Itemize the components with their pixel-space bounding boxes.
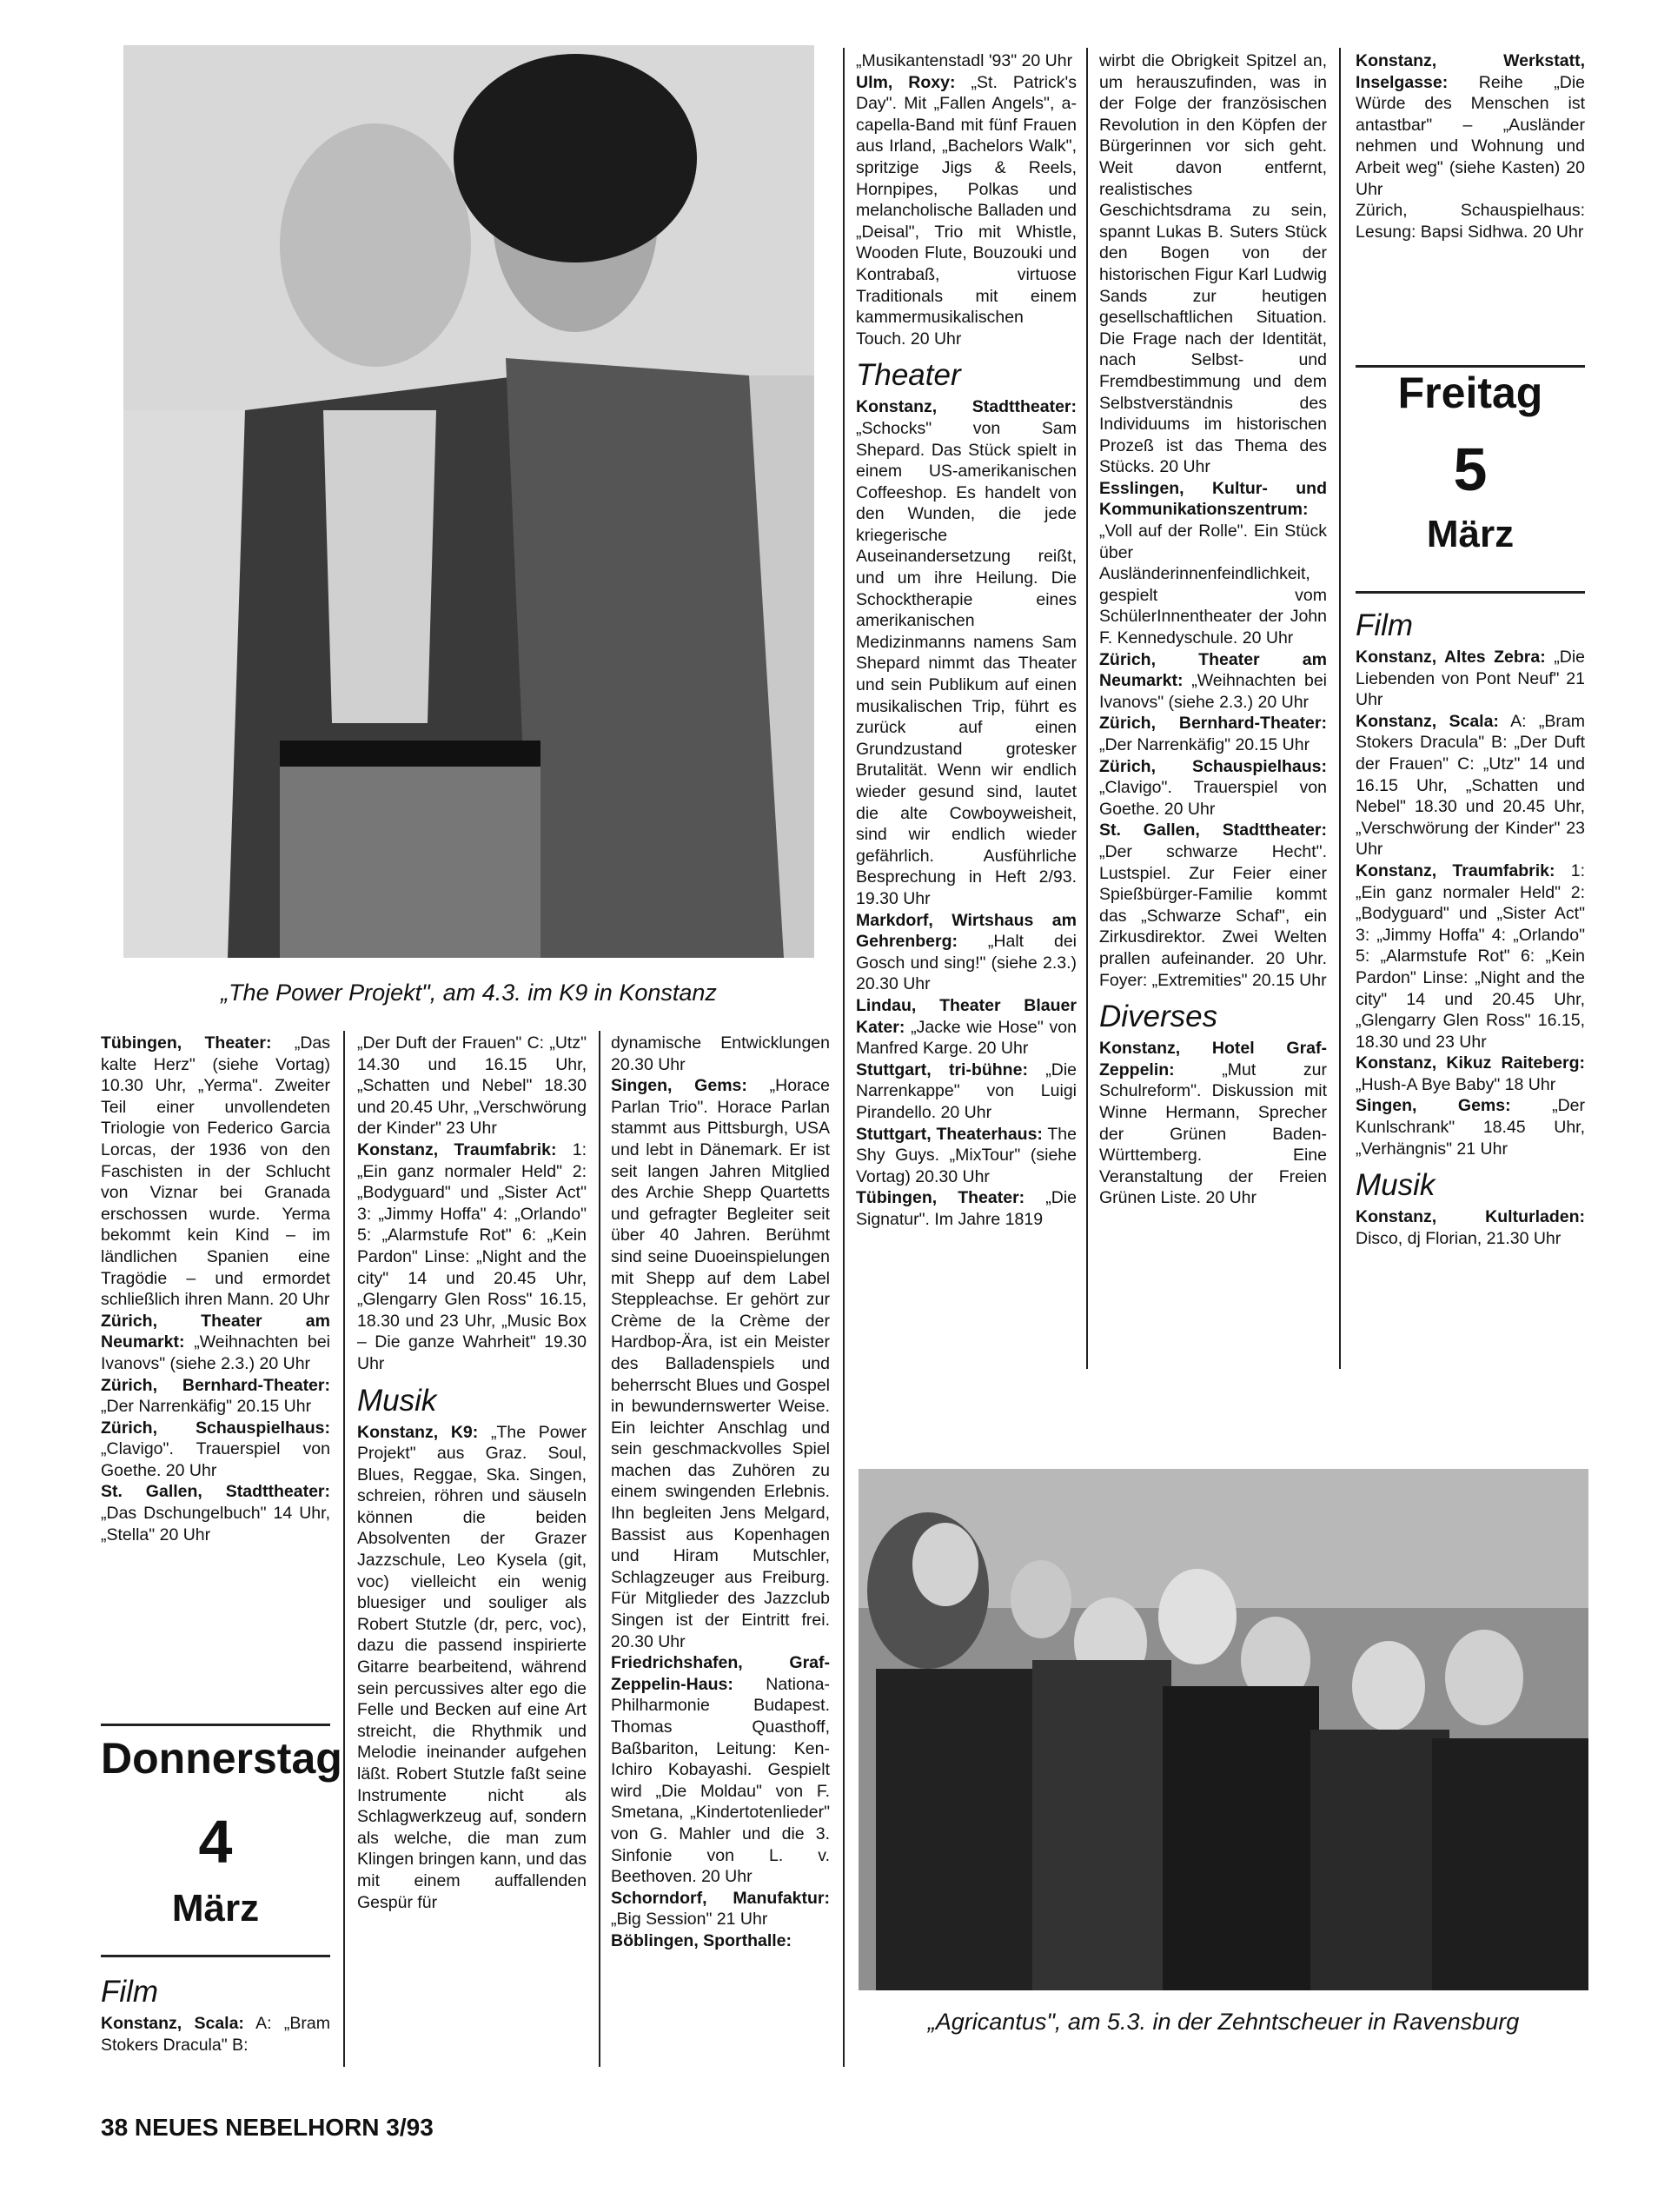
column-6 — [1356, 50, 1585, 242]
listing-friedrichshafen: Friedrichshafen, Graf-Zeppelin-Haus: Nationa-Philharmonie Budapest. Thomas Quasthoff, Baßbariton, Leitung: Ken-Ichiro Kobayashi. Gespielt wird „Die Moldau" von F. Smetana, „Kindertotenlieder" von G. Mahler und die 3. Sinfonie von L. v. Beethoven. 20 Uhr — [611, 1653, 830, 1887]
column-rule-5 — [1339, 48, 1341, 1369]
column-2 — [357, 1033, 587, 1913]
listing-tuebingen-theater: Tübingen, Theater: „Das kalte Herz" (siehe Vortag) 10.30 Uhr, „Yerma". Zweiter Teil einer unvollendeten Triologie von Federico Garcia Lorcas, der 1936 von den Faschisten in der Schlucht von Viznar bei Granada erschossen wurde. Yerma bekommt kein Kind – im ländlichen Spanien eine Tragödie – und ermordet schließlich ihren Mann. 20 Uhr — [101, 1033, 330, 1310]
day-month: März — [1426, 513, 1515, 555]
column-rule-1 — [343, 1031, 345, 2067]
listing-konstanz-scala-fri: Konstanz, Scala: A: „Bram Stokers Dracula" B: „Der Duft der Frauen" C: „Utz" 14 und 16.15 Uhr, „Schatten und Nebel" 18.30 und 20.45 Uhr, „Verschwörung der Kinder" 23 Uhr — [1356, 711, 1585, 860]
listing-zuerich-bernhard: Zürich, Bernhard-Theater: „Der Narrenkäfig" 20.15 Uhr — [101, 1375, 330, 1417]
day-divider-bottom-friday — [1356, 591, 1585, 594]
listing-konstanz-kulturladen: Konstanz, Kulturladen: Disco, dj Florian, 21.30 Uhr — [1356, 1207, 1585, 1248]
listing-zuerich-schauspielhaus-fri: Zürich, Schauspielhaus: „Clavigo". Trauerspiel von Goethe. 20 Uhr — [1099, 756, 1327, 819]
section-heading-film-friday: Film — [1356, 608, 1414, 642]
section-heading-musik: Musik — [357, 1383, 437, 1418]
listing-scala-continued: „Der Duft der Frauen" C: „Utz" 14.30 und 16.15 Uhr, „Schatten und Nebel" 18.30 und 20.45 Uhr, „Verschwörung der Kinder" 23 Uhr — [357, 1033, 587, 1139]
section-heading-theater: Theater — [856, 358, 961, 393]
listing-konstanz-k9: Konstanz, K9: „The Power Projekt" aus Graz. Soul, Blues, Reggae, Ska. Singen, schreien, röhren und säuseln können die beiden Absolventen der Grazer Jazzschule, Leo Kysela (git, voc) vielleicht ein wenig bluesiger und souliger als Robert Stutzle (dr, perc, voc), dazu die passend inspirierte Gitarre bearbeitend, während sein percussives alter ego die Felle und Becken auf eine Art streicht, die Rhythmik und Melodie ineinander aufgehen läßt. Robert Stutzle faßt seine Instrumente nicht als Schlagwerkzeug auf, sondern als welche, die man zum Klingen bringen kann, und das mit einem auffallenden Gespür für — [357, 1422, 587, 1912]
column-5 — [1099, 50, 1327, 1209]
column-6-friday — [1356, 600, 1585, 1249]
photo-agricantus-image — [859, 1469, 1588, 1990]
column-1 — [101, 1033, 330, 1545]
listing-konstanz-stadttheater: Konstanz, Stadttheater: „Schocks" von Sam Shepard. Das Stück spielt in einem US-amerikanischen Coffeeshop. Es handelt von den Wunden, die jede kriegerische Auseinandersetzung reißt, und um ihre Heilung. Die Schocktherapie eines amerikanischen Medizinmanns namens Sam Shepard nimmt das Theater und sein Publikum auf einen musikalischen Trip, führt es zurück auf einen Grundzustand grotesker Brutalität. Wenn wir endlich wieder gesund sind, lautet die alte Cowboyweisheit, sind wir endlich wieder gefährlich. Ausführliche Besprechung in Heft 2/93. 19.30 Uhr — [856, 397, 1077, 908]
day-month: März — [171, 1887, 260, 1930]
listing-stgallen-stadttheater: St. Gallen, Stadttheater: „Das Dschungelbuch" 14 Uhr, „Stella" 20 Uhr — [101, 1482, 330, 1544]
day-number: 4 — [198, 1808, 233, 1876]
day-divider-top-friday — [1356, 365, 1585, 368]
listing-musikantenstadl: „Musikantenstadl '93" 20 Uhr — [856, 51, 1073, 70]
listing-ulm-roxy: Ulm, Roxy: „St. Patrick's Day". Mit „Fallen Angels", a-capella-Band mit fünf Frauen aus Irland, „Bachelors Walk", spritzige Jigs & Reels, Hornpipes, Polkas und melancholische Balladen und „Deisal", Trio mit Whistle, Wooden Flute, Bouzouki und Kontrabaß, virtuose Traditionals mit einem kammermusikalischen Touch. 20 Uhr — [856, 72, 1077, 349]
listing-stuttgart-theaterhaus: Stuttgart, Theaterhaus: The Shy Guys. „MixTour" (siehe Vortag) 20.30 Uhr — [856, 1124, 1077, 1186]
listing-zuerich-neumarkt-fri: Zürich, Theater am Neumarkt: „Weihnachten bei Ivanovs" (siehe 2.3.) 20 Uhr — [1099, 649, 1327, 712]
listing-singen-gems: Singen, Gems: „Horace Parlan Trio". Horace Parlan stammt aus Pittsburgh, USA und lebt in Dänemark. Er ist seit langen Jahren Mitglied des Archie Shepp Quartetts und gefragter Begleiter seit über 40 Jahren. Berühmt sind seine Duoeinspielungen mit Shepp auf dem Label Steppleachse. Er gehört zur Crème de la Crème der Hardbop-Ära, ist ein Meister des Balladenspiels und beherrscht Blues und Gospel in bewundernswerter Weise. Ein leichter Anschlag und sein geschmackvolles Spiel machen das Zuhören zu einem swingenden Erlebnis. Ihn begleiten Jens Melgard, Bassist aus Kopenhagen und Hiram Mutschler, Schlagzeuger aus Freiburg. Für Mitglieder des Jazzclub Singen ist der Eintritt frei. 20.30 Uhr — [611, 1076, 830, 1651]
section-heading-diverses: Diverses — [1099, 1000, 1218, 1034]
day-divider-top-thursday — [101, 1724, 330, 1726]
listing-singen-gems-fri: Singen, Gems: „Der Kunlschrank" 18.45 Uhr, „Verhängnis" 21 Uhr — [1356, 1096, 1585, 1159]
section-heading-film: Film — [101, 1975, 159, 2009]
listing-lindau: Lindau, Theater Blauer Kater: „Jacke wie Hose" von Manfred Karge. 20 Uhr — [856, 995, 1077, 1059]
listing-tuebingen-signatur: Tübingen, Theater: „Die Signatur". Im Jahre 1819 — [856, 1188, 1078, 1229]
listing-stgallen-hecht: St. Gallen, Stadttheater: „Der schwarze Hecht". Lustspiel. Zur Feier einer Spießbürger-Familie kommt das „Schwarze Schaf", ein Zirkusdirektor. Zwei Welten prallen aufeinander. 20 Uhr. Foyer: „Extremities" 20.15 Uhr — [1099, 820, 1327, 990]
listing-signatur-continued: wirbt die Obrigkeit Spitzel an, um herauszufinden, was in der Folge der französischen Revolution in den Köpfen der Bürgerinnen vor sich geht. Weit davon entfernt, realistisches Geschichtsdrama zu sein, spannt Lukas B. Suters Stück den Bogen von der historischen Figur Karl Ludwig Sands zur heutigen gesellschaftlichen Situation. Die Frage nach der Identität, nach Selbst- und Fremdbestimmung und dem Selbstverständnis des Individuums im historischen Prozeß ist das Thema des Stücks. 20 Uhr — [1099, 51, 1327, 477]
listing-konstanz-scala: Konstanz, Scala: A: „Bram Stokers Dracula" B: — [101, 2014, 330, 2055]
day-name: Donnerstag — [101, 1734, 342, 1783]
listing-k9-continued: dynamische Entwicklungen 20.30 Uhr — [611, 1033, 830, 1074]
listing-markdorf: Markdorf, Wirtshaus am Gehrenberg: „Halt dei Gosch und sing!" (siehe 2.3.) 20.30 Uhr — [856, 910, 1077, 994]
column-rule-2 — [599, 1031, 600, 2067]
photo-agricantus-caption: „Agricantus", am 5.3. in der Zehntscheuer in Ravensburg — [927, 2009, 1520, 2035]
column-rule-3 — [843, 48, 845, 2067]
listing-zuerich-bernhard-fri: Zürich, Bernhard-Theater: „Der Narrenkäfig" 20.15 Uhr — [1099, 714, 1327, 754]
listing-zuerich-lesung: Zürich, Schauspielhaus: Lesung: Bapsi Sidhwa. 20 Uhr — [1356, 201, 1585, 242]
listing-zuerich-schauspielhaus: Zürich, Schauspielhaus: „Clavigo". Trauerspiel von Goethe. 20 Uhr — [101, 1418, 330, 1480]
column-3 — [611, 1033, 830, 1952]
photo-power-projekt-image — [123, 45, 814, 958]
day-name: Freitag — [1397, 369, 1543, 417]
day-header-friday — [1356, 369, 1585, 556]
listing-stuttgart-tribuehne: Stuttgart, tri-bühne: „Die Narrenkappe" von Luigi Pirandello. 20 Uhr — [856, 1060, 1077, 1122]
listing-zuerich-neumarkt: Zürich, Theater am Neumarkt: „Weihnachten bei Ivanovs" (siehe 2.3.) 20 Uhr — [101, 1311, 330, 1373]
listing-esslingen: Esslingen, Kultur- und Kommunikationszentrum: „Voll auf der Rolle". Ein Stück über Ausländerinnenfeindlichkeit, gespielt vom SchülerInnentheater der John F. Kennedyschule. 20 Uhr — [1099, 478, 1327, 648]
photo-power-projekt — [123, 45, 814, 958]
listing-boeblingen: Böblingen, Sporthalle: — [611, 1930, 792, 1950]
column-1-film — [101, 1966, 330, 2056]
column-rule-4 — [1086, 48, 1088, 1369]
day-header-thursday — [101, 1734, 342, 1930]
listing-konstanz-graf-zeppelin: Konstanz, Hotel Graf-Zeppelin: „Mut zur Schulreform". Diskussion mit Winne Hermann, Sprecher der Grünen Baden-Württemberg. Eine Veranstaltung der Freien Grünen Liste. 20 Uhr — [1099, 1039, 1327, 1208]
section-heading-musik-friday: Musik — [1356, 1168, 1436, 1203]
photo-agricantus — [859, 1469, 1588, 1990]
listing-konstanz-altes-zebra: Konstanz, Altes Zebra: „Die Liebenden von Pont Neuf" 21 Uhr — [1356, 648, 1586, 710]
day-number: 5 — [1453, 435, 1488, 503]
listing-konstanz-traumfabrik-fri: Konstanz, Traumfabrik: 1: „Ein ganz normaler Held" 2: „Bodyguard" und „Sister Act" 3: „Jimmy Hoffa" 4: „Orlando" 5: „Alarmstufe Rot" 6: „Kein Pardon" Linse: „Night and the city" 14 und 20.45 Uhr, „Glengarry Glen Ross" 16.15, 18.30 und 23 Uhr — [1356, 860, 1586, 1052]
page-footer: 38 NEUES NEBELHORN 3/93 — [101, 2114, 434, 2141]
column-4 — [856, 50, 1077, 1230]
photo-power-projekt-caption: „The Power Projekt", am 4.3. im K9 in Konstanz — [221, 980, 717, 1006]
listing-konstanz-werkstatt: Konstanz, Werkstatt, Inselgasse: Reihe „Die Würde des Menschen ist antastbar" – „Ausländer nehmen und Wohnung und Arbeit weg" (siehe Kasten) 20 Uhr — [1356, 51, 1585, 199]
day-divider-bottom-thursday — [101, 1955, 330, 1957]
listing-konstanz-kikuz: Konstanz, Kikuz Raiteberg: „Hush-A Bye Baby" 18 Uhr — [1356, 1053, 1585, 1094]
listing-konstanz-traumfabrik: Konstanz, Traumfabrik: 1: „Ein ganz normaler Held" 2: „Bodyguard" und „Sister Act" 3: „Jimmy Hoffa" 4: „Orlando" 5: „Alarmstufe Rot" 6: „Kein Pardon" Linse: „Night and the city" 14 und 20.45 Uhr, „Glengarry Glen Ross" 16.15, 18.30 und 23 Uhr, „Music Box – Die ganze Wahrheit" 19.30 Uhr — [357, 1139, 587, 1373]
listing-schorndorf: Schorndorf, Manufaktur: „Big Session" 21 Uhr — [611, 1888, 830, 1930]
